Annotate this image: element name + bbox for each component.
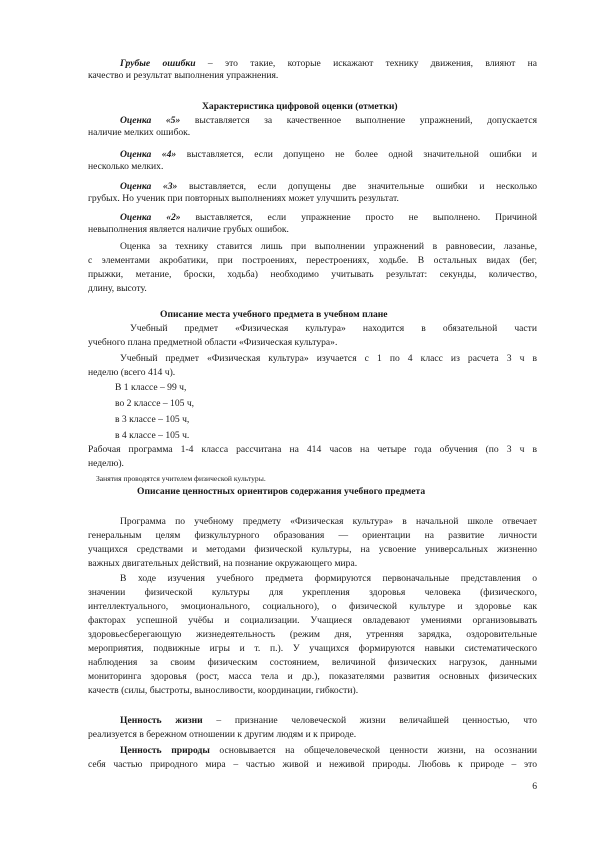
value-term: Ценность жизни <box>120 715 203 726</box>
text-line: Оценка «4» выставляется, если допущено не более одной значительной ошибки и <box>120 149 537 160</box>
text-line: реализуется в бережном отношении к другим людям и к природе. <box>88 729 357 740</box>
text-line: длину, высоту. <box>88 283 147 294</box>
text-line: с элементами акробатики, при построениях, перестроениях, ходьбе. В остальных видах (бег, <box>88 255 537 266</box>
text-line: интеллектуального, эмоционального, социального), о физической культуре и здоровье как <box>88 601 537 612</box>
text-line: мероприятия, подвижные игры и т. п.). У учащихся формируются навыки систематического <box>88 643 537 654</box>
text-line: Грубые ошибки – это такие, которые искажают технику движения, влияют на <box>120 58 538 69</box>
grade-label: Оценка «4» <box>120 149 177 160</box>
term-bold-italic: Грубые ошибки <box>120 58 196 69</box>
grade-label: Оценка «3» <box>120 181 178 192</box>
text-line: Программа по учебному предмету «Физическая культура» в начальной школе отвечает <box>120 516 537 527</box>
text-line: учащихся средствами и методами физической культуры, на усвоение универсальных жизненно <box>88 544 537 555</box>
grade-label: Оценка «2» <box>120 212 181 223</box>
text-line: неделю). <box>88 458 124 469</box>
text-line: Ценность жизни – признание человеческой жизни величайшей ценностью, что <box>120 715 537 726</box>
text-line: грубых. Но ученик при повторных выполнениях может улучшить результат. <box>88 193 399 204</box>
text-line: наличие мелких ошибок. <box>88 127 191 138</box>
text-line: Оценка за технику ставится лишь при выполнении упражнений в равновесии, лазанье, <box>120 241 537 252</box>
page-number: 6 <box>532 781 537 792</box>
section-heading: Описание места учебного предмета в учебном плане <box>160 309 388 320</box>
text-line: учебного плана предметной области «Физическая культура». <box>88 337 338 348</box>
text-line: Оценка «3» выставляется, если допущены две значительные ошибки и несколько <box>120 181 537 192</box>
note-line: Занятия проводятся учителем физической культуры. <box>96 474 266 483</box>
text-line: Учебный предмет «Физическая культура» находится в обязательной части <box>130 323 537 334</box>
section-heading: Характеристика цифровой оценки (отметки) <box>202 101 398 112</box>
text-line: Оценка «2» выставляется, если упражнение просто не выполнено. Причиной <box>120 212 537 223</box>
hours-item: во 2 классе – 105 ч, <box>115 398 195 409</box>
text-line: несколько мелких. <box>88 161 164 172</box>
text-line: невыполнения является наличие грубых ошибок. <box>88 224 289 235</box>
text-line: Оценка «5» выставляется за качественное выполнение упражнений, допускается <box>120 115 537 126</box>
text-line: качество и результат выполнения упражнения. <box>88 70 279 81</box>
grade-label: Оценка «5» <box>120 115 181 126</box>
text-line: В ходе изучения учебного предмета формируются первоначальные представления о <box>120 573 537 584</box>
text-line: здоровьесберегающую жизнедеятельность (режим дня, утренняя зарядка, оздоровительные <box>88 629 537 640</box>
hours-item: в 3 классе – 105 ч, <box>115 414 190 425</box>
text-line: Рабочая программа 1-4 класса рассчитана на 414 часов на четыре года обучения (по 3 ч в <box>88 444 537 455</box>
text-line: неделю (всего 414 ч). <box>88 367 176 378</box>
text-line: качеств (силы, быстроты, выносливости, координации, гибкости). <box>88 685 359 696</box>
section-heading: Описание ценностных ориентиров содержания учебного предмета <box>137 486 426 497</box>
text-line: себя частью природного мира – частью живой и неживой природы. Любовь к природе – это <box>88 759 537 770</box>
text-line: значении физической культуры для укрепления здоровья человека (физического, <box>88 587 537 598</box>
text-line: прыжки, метание, броски, ходьба) необходимо учитывать результат: секунды, количество, <box>88 269 537 280</box>
text-line: наблюдения за своим физическим состоянием, величиной физических нагрузок, данными <box>88 657 537 668</box>
text-line: важных двигательных действий, на познание окружающего мира. <box>88 558 358 569</box>
text-line: генеральным целям физкультурного образования — ориентации на развитие личности <box>88 530 537 541</box>
text-line: мониторинга здоровья (рост, масса тела и др.), показателями развития основных физических <box>88 671 537 682</box>
text-line: Ценность природы основывается на общечеловеческой ценности жизни, на осознании <box>120 745 538 756</box>
text-line: Учебный предмет «Физическая культура» изучается с 1 по 4 класс из расчета 3 ч в <box>120 353 537 364</box>
value-term: Ценность природы <box>120 745 210 756</box>
text-line: факторах успешной учёбы и социализации. Учащиеся овладевают умениями организовывать <box>88 615 537 626</box>
hours-item: В 1 классе – 99 ч, <box>115 382 187 393</box>
hours-item: в 4 классе – 105 ч. <box>115 430 190 441</box>
